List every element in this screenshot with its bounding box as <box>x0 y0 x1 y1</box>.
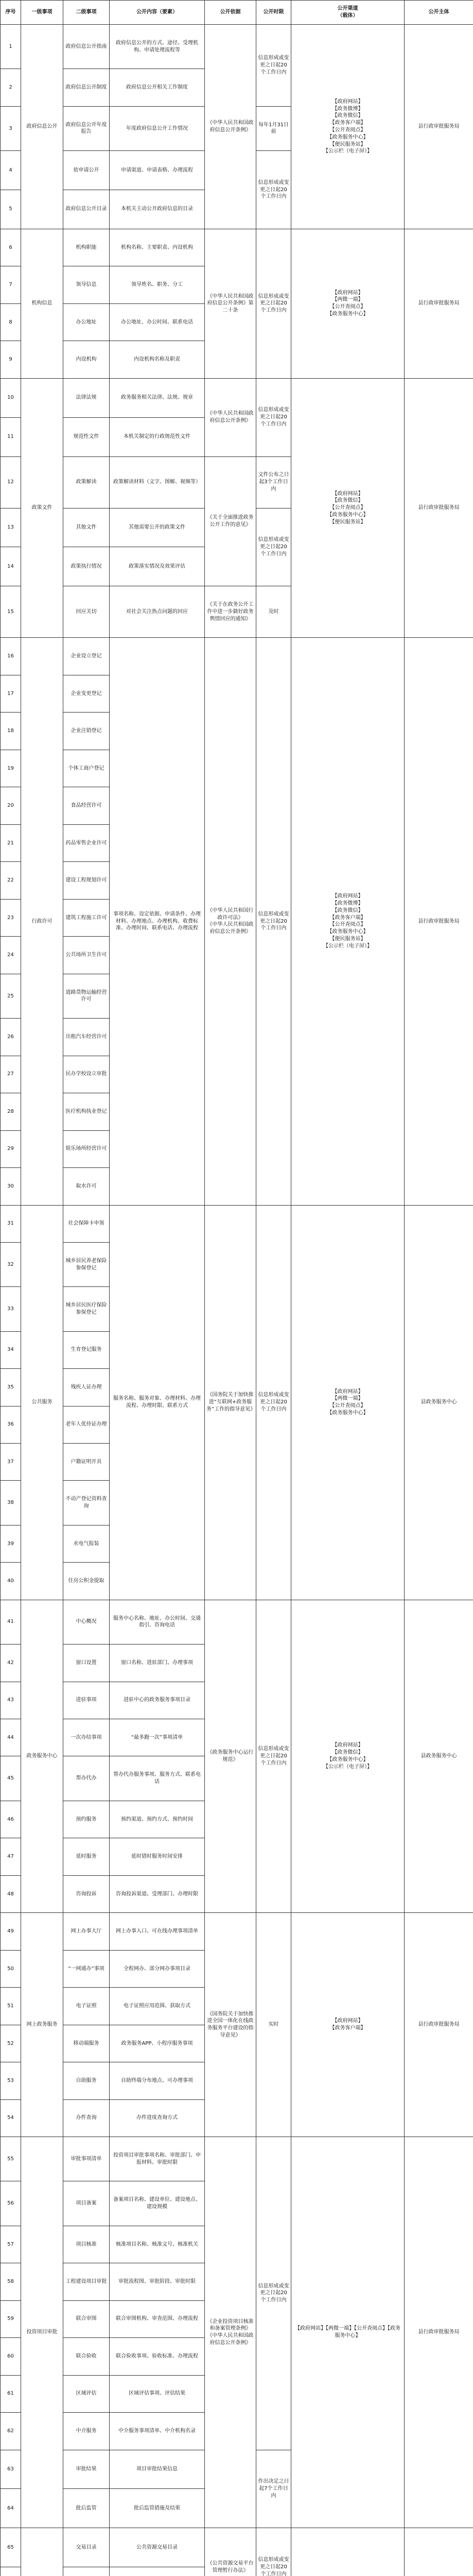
cell-disclosure-time-limit: 信息形成或变更之日起20个工作日内 <box>256 1600 291 1912</box>
cell-disclosure-basis: 《中华人民共和国行政许可法》 《中华人民共和国政府信息公开条例》 <box>205 638 256 1205</box>
cell-second-level-item: 老年人优待证办理 <box>63 1406 110 1443</box>
cell-second-level-item: 个体工商户登记 <box>63 750 110 787</box>
cell-disclosure-channels: 【政府网站】 【两微一端】 【公开查阅点】 【政务服务中心】 <box>291 229 405 378</box>
cell-first-level-item <box>21 2528 63 2576</box>
cell-serial-number: 51 <box>1 1988 21 2025</box>
cell-disclosure-time-limit: 实时 <box>256 1913 291 2137</box>
table-header <box>1 1 473 25</box>
cell-disclosure-content: 年度政府信息公开工作情况 <box>110 106 205 150</box>
cell-second-level-item: 娱乐场所经营许可 <box>63 1130 110 1167</box>
cell-serial-number: 16 <box>1 638 21 675</box>
cell-disclosure-content: 办公地址、办公时间、联系电话 <box>110 303 205 341</box>
cell-serial-number: 45 <box>1 1756 21 1801</box>
cell-serial-number: 11 <box>1 417 21 456</box>
cell-serial-number: 62 <box>1 2413 21 2450</box>
cell-second-level-item: 城乡居民养老保险参保登记 <box>63 1242 110 1286</box>
cell-disclosure-content: 政策解读材料（文字、图解、视频等） <box>110 456 205 508</box>
cell-disclosure-basis: 《企业投资项目核准和备案管理条例》 《中华人民共和国政府信息公开条例》 <box>205 2137 256 2528</box>
cell-disclosure-content: 领导姓名、职务、分工 <box>110 266 205 303</box>
cell-second-level-item: 其他文件 <box>63 508 110 547</box>
column-header-second-level-item: 二级事项 <box>63 1 110 25</box>
cell-second-level-item: 窗口设置 <box>63 1645 110 1682</box>
cell-serial-number: 27 <box>1 1056 21 1093</box>
cell-disclosure-time-limit: 文件公布之日起3个工作日内 <box>256 456 291 508</box>
cell-second-level-item: 城乡居民医疗保险参保登记 <box>63 1287 110 1331</box>
cell-serial-number: 2 <box>1 69 21 106</box>
cell-disclosure-content: 预约渠道、预约方式、预约时间 <box>110 1801 205 1838</box>
cell-disclosure-content: 自助终端分布地点、可办理事项 <box>110 2062 205 2099</box>
cell-second-level-item: 政府信息公开指南 <box>63 25 110 69</box>
cell-serial-number: 28 <box>1 1093 21 1130</box>
cell-serial-number: 8 <box>1 303 21 341</box>
cell-second-level-item: 工程建设项目审批 <box>63 2263 110 2300</box>
cell-second-level-item: 民办学校设立审批 <box>63 1056 110 1093</box>
column-header-disclosure-subject: 公开主体 <box>405 1 473 25</box>
cell-disclosure-subject: 县行政审批服务局 <box>405 638 473 1205</box>
cell-serial-number: 48 <box>1 1875 21 1912</box>
cell-first-level-item: 政务服务中心 <box>21 1600 63 1912</box>
cell-second-level-item: 帮办代办 <box>63 1756 110 1801</box>
cell-second-level-item: 审批事项清单 <box>63 2137 110 2181</box>
cell-serial-number: 55 <box>1 2137 21 2181</box>
cell-disclosure-channels: 【政府网站】【两微一端】【公开查阅点】【政务服务中心】 <box>291 2137 405 2528</box>
cell-serial-number: 33 <box>1 1287 21 1331</box>
cell-disclosure-channels: 【政府网站】 【政务微博】 【政务微信】 【政务客户端】 【公开查阅点】 【政务服务中心】 【便民服务站】 【公示栏（电子屏）】 <box>291 25 405 229</box>
cell-disclosure-content: 事项名称、设定依据、申请条件、办理材料、办理地点、办理机构、收费标准、办理时间、联系电话、办理流程 <box>110 638 205 1205</box>
cell-serial-number: 34 <box>1 1331 21 1368</box>
cell-serial-number: 24 <box>1 937 21 974</box>
cell-second-level-item: 药品零售企业许可 <box>63 824 110 861</box>
cell-serial-number: 15 <box>1 586 21 638</box>
cell-second-level-item: 办件查询 <box>63 2099 110 2137</box>
cell-second-level-item: 企业变更登记 <box>63 675 110 712</box>
cell-disclosure-content: 进驻中心的政务服务事项目录 <box>110 1682 205 1719</box>
cell-disclosure-content: 帮办代办服务事项、服务方式、联系电话 <box>110 1756 205 1801</box>
cell-second-level-item: 道路货物运输经营许可 <box>63 974 110 1018</box>
cell-second-level-item: 规范性文件 <box>63 417 110 456</box>
cell-second-level-item: 联合验收 <box>63 2338 110 2375</box>
cell-disclosure-basis: 《关于全面推进政务公开工作的意见》 <box>205 456 256 586</box>
cell-serial-number: 7 <box>1 266 21 303</box>
cell-serial-number: 10 <box>1 378 21 417</box>
cell-second-level-item: 内设机构 <box>63 341 110 378</box>
column-header-disclosure-time-limit: 公开时限 <box>256 1 291 25</box>
cell-serial-number: 52 <box>1 2025 21 2062</box>
cell-serial-number: 5 <box>1 190 21 229</box>
cell-serial-number: 54 <box>1 2099 21 2137</box>
cell-second-level-item: 政策执行情况 <box>63 547 110 586</box>
cell-disclosure-time-limit: 及时 <box>256 586 291 638</box>
cell-disclosure-channels: 【政府网站】 【政务微信】 【公开查阅点】 【政务服务中心】 【便民服务站】 <box>291 378 405 638</box>
cell-serial-number: 22 <box>1 862 21 899</box>
cell-serial-number: 31 <box>1 1205 21 1242</box>
cell-disclosure-content: 服务名称、服务对象、办理材料、办理流程、办理时限、联系方式 <box>110 1205 205 1600</box>
cell-second-level-item: 取水许可 <box>63 1168 110 1205</box>
cell-serial-number: 46 <box>1 1801 21 1838</box>
cell-disclosure-subject: 县政务服务中心 <box>405 1205 473 1600</box>
cell-disclosure-content <box>110 2567 205 2576</box>
cell-disclosure-basis: 《中华人民共和国政府信息公开条例》第二十条 <box>205 229 256 378</box>
cell-serial-number: 13 <box>1 508 21 547</box>
cell-disclosure-content: 窗口名称、进驻部门、办理事项 <box>110 1645 205 1682</box>
cell-second-level-item: 住房公积金提取 <box>63 1563 110 1600</box>
cell-disclosure-content: 服务中心名称、地址、办公时间、交通指引、咨询电话 <box>110 1600 205 1644</box>
column-header-disclosure-basis: 公开依据 <box>205 1 256 25</box>
cell-disclosure-content: 政策落实情况及效果评估 <box>110 547 205 586</box>
cell-disclosure-subject: 县行政审批服务局 <box>405 2137 473 2528</box>
cell-serial-number: 40 <box>1 1563 21 1600</box>
cell-disclosure-content: 政府信息公开相关工作制度 <box>110 69 205 106</box>
cell-first-level-item: 公共服务 <box>21 1205 63 1600</box>
cell-second-level-item: 建筑工程施工许可 <box>63 899 110 936</box>
cell-first-level-item: 网上政务服务 <box>21 1913 63 2137</box>
table-row <box>1 1600 473 1644</box>
cell-disclosure-subject: 县行政审批服务局 <box>405 229 473 378</box>
cell-disclosure-channels <box>291 2528 405 2576</box>
cell-serial-number: 17 <box>1 675 21 712</box>
cell-serial-number: 26 <box>1 1019 21 1056</box>
table-row <box>1 1913 473 1950</box>
cell-first-level-item: 政府信息公开 <box>21 25 63 229</box>
cell-disclosure-content: 对社会关注热点问题的回应 <box>110 586 205 638</box>
cell-serial-number: 38 <box>1 1481 21 1525</box>
cell-disclosure-time-limit: 信息形成或变更之日起20个工作日内 <box>256 1205 291 1600</box>
table-row <box>1 229 473 266</box>
cell-disclosure-basis: 《关于在政务公开工作中进一步做好政务舆情回应的通知》 <box>205 586 256 638</box>
cell-serial-number: 42 <box>1 1645 21 1682</box>
cell-disclosure-time-limit: 信息形成或变更之日起20个工作日内 <box>256 151 291 229</box>
cell-second-level-item: 电子证照 <box>63 1988 110 2025</box>
cell-serial-number: 12 <box>1 456 21 508</box>
cell-disclosure-subject: 县政务服务中心 <box>405 1600 473 1912</box>
cell-disclosure-content: 政务服务相关法律、法规、规章 <box>110 378 205 417</box>
cell-serial-number: 60 <box>1 2338 21 2375</box>
cell-serial-number: 30 <box>1 1168 21 1205</box>
cell-first-level-item: 投资项目审批 <box>21 2137 63 2528</box>
cell-disclosure-time-limit: 信息形成或变更之日起20个工作日内 <box>256 2137 291 2450</box>
cell-serial-number: 50 <box>1 1950 21 1987</box>
cell-disclosure-time-limit: 信息形成或变更之日起20个工作日内 <box>256 378 291 456</box>
cell-second-level-item: 法律法规 <box>63 378 110 417</box>
column-header-serial-number: 序号 <box>1 1 21 25</box>
cell-disclosure-content: 办件进度查询方式 <box>110 2099 205 2137</box>
cell-second-level-item: 办公地址 <box>63 303 110 341</box>
cell-second-level-item: 批后监管 <box>63 2489 110 2528</box>
cell-second-level-item: 进驻事项 <box>63 1682 110 1719</box>
cell-second-level-item: 食品经营许可 <box>63 787 110 824</box>
cell-disclosure-time-limit: 作出决定之日起7个工作日内 <box>256 2450 291 2528</box>
cell-serial-number: 65 <box>1 2528 21 2567</box>
table-row <box>1 1205 473 1242</box>
cell-second-level-item: 残疾人证办理 <box>63 1369 110 1406</box>
cell-first-level-item: 政策文件 <box>21 378 63 638</box>
cell-serial-number: 59 <box>1 2300 21 2337</box>
cell-serial-number: 53 <box>1 2062 21 2099</box>
cell-disclosure-content: 本机关制定的行政规范性文件 <box>110 417 205 456</box>
cell-disclosure-content: 联合审图机构、审查范围、办理流程 <box>110 2300 205 2337</box>
cell-serial-number: 20 <box>1 787 21 824</box>
cell-disclosure-channels: 【政府网站】 【两微一端】 【公开查阅点】 【政务服务中心】 <box>291 1205 405 1600</box>
cell-disclosure-subject <box>405 2528 473 2576</box>
cell-second-level-item: 移动端服务 <box>63 2025 110 2062</box>
cell-disclosure-time-limit: 信息形成或变更之日起20个工作日内 <box>256 508 291 586</box>
cell-serial-number: 23 <box>1 899 21 936</box>
cell-serial-number: 44 <box>1 1719 21 1756</box>
cell-disclosure-time-limit: 信息形成或变更之日起20个工作日内 <box>256 25 291 107</box>
cell-serial-number: 19 <box>1 750 21 787</box>
table-row <box>1 2137 473 2181</box>
cell-serial-number: 6 <box>1 229 21 266</box>
cell-serial-number: 58 <box>1 2263 21 2300</box>
cell-disclosure-content: 全程网办、部分网办事项目录 <box>110 1950 205 1987</box>
cell-serial-number: 4 <box>1 151 21 190</box>
cell-disclosure-basis: 《公共资源交易平台管理暂行办法》 <box>205 2528 256 2576</box>
cell-disclosure-time-limit: 信息形成或变更之日起20个工作日内 <box>256 229 291 378</box>
cell-disclosure-content: 批后监管措施及结果 <box>110 2489 205 2528</box>
cell-serial-number: 63 <box>1 2450 21 2489</box>
column-header-disclosure-content: 公开内容（要素） <box>110 1 205 25</box>
table-body <box>1 25 473 2576</box>
cell-disclosure-content: 申请渠道、申请表格、办理流程 <box>110 151 205 190</box>
cell-serial-number: 29 <box>1 1130 21 1167</box>
cell-serial-number: 39 <box>1 1525 21 1562</box>
cell-disclosure-subject: 县行政审批服务局 <box>405 25 473 229</box>
cell-second-level-item: 政府信息公开年度报告 <box>63 106 110 150</box>
cell-second-level-item <box>63 2567 110 2576</box>
cell-second-level-item: 企业注销登记 <box>63 713 110 750</box>
cell-second-level-item: 社会保障卡申领 <box>63 1205 110 1242</box>
cell-disclosure-channels: 【政府网站】 【政务微博】 【政务微信】 【政务客户端】 【公开查阅点】 【政务服务中心】 【便民服务站】 【公示栏（电子屏）】 <box>291 638 405 1205</box>
cell-serial-number: 21 <box>1 824 21 861</box>
cell-serial-number: 49 <box>1 1913 21 1950</box>
cell-disclosure-content: 项目审批结果信息 <box>110 2450 205 2489</box>
cell-second-level-item: 领导信息 <box>63 266 110 303</box>
cell-disclosure-subject: 县行政审批服务局 <box>405 378 473 638</box>
cell-disclosure-content: 核准项目名称、核准文号、核准机关 <box>110 2226 205 2263</box>
column-header-first-level-item: 一级事项 <box>21 1 63 25</box>
cell-disclosure-time-limit: 信息形成或变更之日起20个工作日内 <box>256 638 291 1205</box>
cell-second-level-item: 区域评估 <box>63 2375 110 2412</box>
cell-serial-number <box>1 2567 21 2576</box>
cell-second-level-item: 不动产登记资料查询 <box>63 1481 110 1525</box>
cell-second-level-item: 项目核准 <box>63 2226 110 2263</box>
cell-disclosure-content: 中介服务事项清单、中介机构名录 <box>110 2413 205 2450</box>
cell-disclosure-time-limit: 每年1月31日前 <box>256 106 291 150</box>
cell-second-level-item: 项目备案 <box>63 2181 110 2226</box>
cell-second-level-item: 预约服务 <box>63 1801 110 1838</box>
cell-second-level-item: 审批结果 <box>63 2450 110 2489</box>
cell-second-level-item: 医疗机构执业登记 <box>63 1093 110 1130</box>
cell-disclosure-time-limit: 信息形成或变更之日起20个工作日内 <box>256 2528 291 2576</box>
cell-disclosure-content: 内设机构名称及职责 <box>110 341 205 378</box>
cell-second-level-item: 政府信息公开制度 <box>63 69 110 106</box>
cell-disclosure-subject: 县行政审批服务局 <box>405 1913 473 2137</box>
cell-serial-number: 64 <box>1 2489 21 2528</box>
cell-disclosure-content: 政务服务APP、小程序服务事项 <box>110 2025 205 2062</box>
column-header-disclosure-channels: 公开渠道 （载体） <box>291 1 405 25</box>
cell-serial-number: 32 <box>1 1242 21 1286</box>
cell-serial-number: 25 <box>1 974 21 1018</box>
cell-second-level-item: 机构职能 <box>63 229 110 266</box>
table-row <box>1 638 473 675</box>
cell-disclosure-content: 审批流程图、审批阶段、审批时限 <box>110 2263 205 2300</box>
cell-serial-number: 57 <box>1 2226 21 2263</box>
cell-disclosure-content: 网上办事入口、可在线办理事项清单 <box>110 1913 205 1950</box>
cell-second-level-item: 一次办结事项 <box>63 1719 110 1756</box>
cell-second-level-item: 依申请公开 <box>63 151 110 190</box>
cell-disclosure-content: 其他需要公开的政策文件 <box>110 508 205 547</box>
cell-disclosure-content: 区域评估事项、评估结果 <box>110 2375 205 2412</box>
cell-second-level-item: 建设工程规划许可 <box>63 862 110 899</box>
cell-serial-number: 36 <box>1 1406 21 1443</box>
cell-serial-number: 3 <box>1 106 21 150</box>
cell-second-level-item: 中介服务 <box>63 2413 110 2450</box>
cell-second-level-item: 自助服务 <box>63 2062 110 2099</box>
cell-second-level-item: 政府信息公开目录 <box>63 190 110 229</box>
cell-disclosure-content: 电子证照应用范围、获取方式 <box>110 1988 205 2025</box>
cell-disclosure-content: 咨询投诉渠道、受理部门、办理时限 <box>110 1875 205 1912</box>
cell-second-level-item: 水电气报装 <box>63 1525 110 1562</box>
cell-disclosure-content: “最多跑一次”事项清单 <box>110 1719 205 1756</box>
cell-disclosure-content: 备案项目名称、建设单位、建设地点、建设规模 <box>110 2181 205 2226</box>
cell-second-level-item: “一网通办”事项 <box>63 1950 110 1987</box>
cell-serial-number: 43 <box>1 1682 21 1719</box>
cell-second-level-item: 中心概况 <box>63 1600 110 1644</box>
cell-serial-number: 18 <box>1 713 21 750</box>
cell-serial-number: 1 <box>1 25 21 69</box>
cell-disclosure-content: 机构名称、主要职责、内设机构 <box>110 229 205 266</box>
cell-second-level-item: 网上办事大厅 <box>63 1913 110 1950</box>
cell-second-level-item: 企业设立登记 <box>63 638 110 675</box>
cell-first-level-item: 行政许可 <box>21 638 63 1205</box>
cell-disclosure-content: 投资项目审批事项名称、审批部门、申报材料、审批时限 <box>110 2137 205 2181</box>
cell-serial-number: 37 <box>1 1444 21 1481</box>
cell-second-level-item: 回应关切 <box>63 586 110 638</box>
cell-second-level-item: 咨询投诉 <box>63 1875 110 1912</box>
cell-second-level-item: 出租汽车经营许可 <box>63 1019 110 1056</box>
cell-first-level-item: 机构信息 <box>21 229 63 378</box>
cell-disclosure-basis: 《中华人民共和国政府信息公开条例》 <box>205 378 256 456</box>
cell-second-level-item: 联合审图 <box>63 2300 110 2337</box>
cell-second-level-item: 公共场所卫生许可 <box>63 937 110 974</box>
table-row <box>1 378 473 417</box>
cell-disclosure-content: 联合验收事项、验收标准、办理流程 <box>110 2338 205 2375</box>
cell-disclosure-basis: 《政务服务中心运行规范》 <box>205 1600 256 1912</box>
cell-disclosure-channels: 【政府网站】 【政务客户端】 <box>291 1913 405 2137</box>
cell-serial-number: 9 <box>1 341 21 378</box>
cell-second-level-item: 交易目录 <box>63 2528 110 2567</box>
table-row <box>1 2528 473 2567</box>
cell-serial-number: 41 <box>1 1600 21 1644</box>
cell-second-level-item: 生育登记服务 <box>63 1331 110 1368</box>
cell-serial-number: 56 <box>1 2181 21 2226</box>
header-row <box>1 1 473 25</box>
cell-second-level-item: 户籍证明开具 <box>63 1444 110 1481</box>
cell-disclosure-content: 本机关主动公开政府信息的目录 <box>110 190 205 229</box>
table-row <box>1 25 473 69</box>
cell-disclosure-content: 延时错时服务时间安排 <box>110 1838 205 1875</box>
cell-serial-number: 35 <box>1 1369 21 1406</box>
cell-serial-number: 14 <box>1 547 21 586</box>
cell-disclosure-content: 公共资源交易目录 <box>110 2528 205 2567</box>
cell-serial-number: 47 <box>1 1838 21 1875</box>
cell-second-level-item: 延时服务 <box>63 1838 110 1875</box>
cell-disclosure-basis: 《国务院关于加快推进“互联网+政务服务”工作的指导意见》 <box>205 1205 256 1600</box>
cell-serial-number: 61 <box>1 2375 21 2412</box>
cell-disclosure-basis: 《国务院关于加快推进全国一体化在线政务服务平台建设的指导意见》 <box>205 1913 256 2137</box>
cell-disclosure-basis: 《中华人民共和国政府信息公开条例》 <box>205 25 256 229</box>
cell-disclosure-content: 政府信息公开的方式、途径、受理机构、申请处理流程等 <box>110 25 205 69</box>
cell-disclosure-channels: 【政府网站】 【政务微信】 【政务服务中心】 【公示栏（电子屏）】 <box>291 1600 405 1912</box>
cell-second-level-item: 政策解读 <box>63 456 110 508</box>
